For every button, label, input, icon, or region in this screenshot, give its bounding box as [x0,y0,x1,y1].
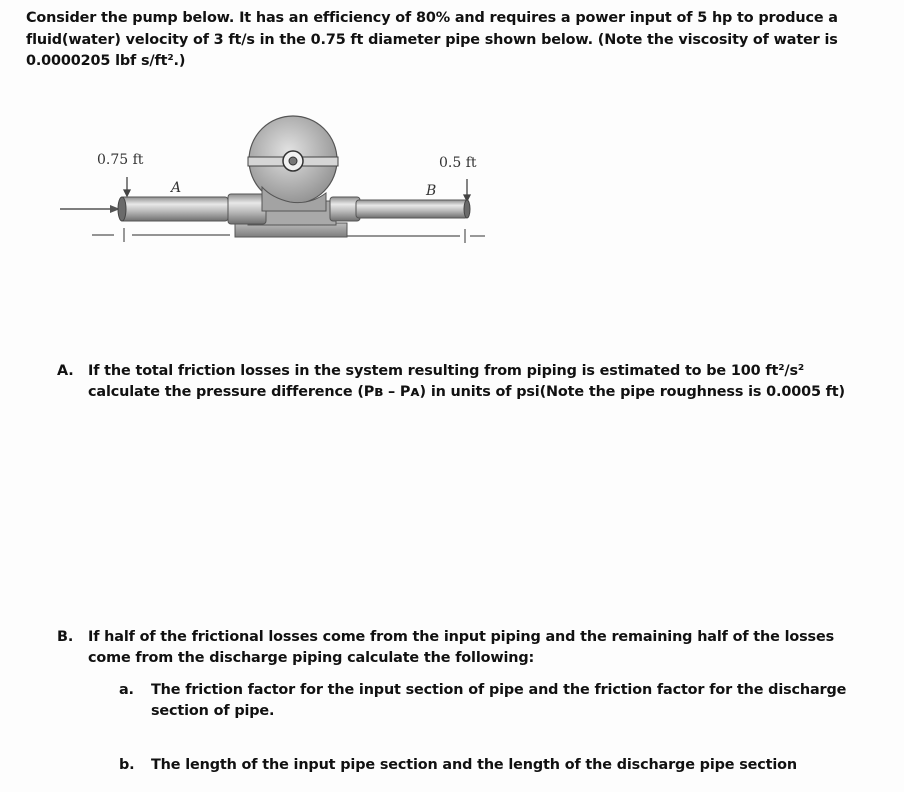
pump-diagram [40,105,500,265]
sub-b-line-1: The length of the input pipe section and the length of the discharge pipe section [151,757,797,773]
intro-line-1: Consider the pump below. It has an efficiency of 80% and requires a power input of 5 hp to produce a [26,10,838,26]
point-b-label: B [426,183,437,199]
sub-a-line-1: The friction factor for the input section of pipe and the friction factor for the discharge [151,682,847,698]
flow-direction-arrow-icon [60,205,120,213]
question-a-line-1: If the total friction losses in the system resulting from piping is estimated to be 100 ft²/s² [88,363,805,379]
question-a-line-2: calculate the pressure difference (Pʙ – Pᴀ) in units of psi(Note the pipe roughness is 0.0005 ft) [88,384,845,400]
sub-a-line-2: section of pipe. [151,703,275,719]
intro-line-2: fluid(water) velocity of 3 ft/s in the 0.75 ft diameter pipe shown below. (Note the viscosity of water is [26,31,838,48]
pump-figure [40,105,500,265]
question-b-line-2: come from the discharge piping calculate the following: [88,650,535,666]
outlet-diameter-label: 0.5 ft [439,155,477,171]
question-b-line-1: If half of the frictional losses come from the input piping and the remaining half of the losses [88,629,834,645]
question-b-marker: B. [57,629,74,645]
outlet-pipe-end [464,200,470,218]
inlet-pipe [120,197,228,221]
problem-intro [26,8,886,73]
intro-line-3: 0.0000205 lbf s/ft².) [26,53,186,69]
inlet-pipe-end [118,197,126,221]
inlet-diameter-label: 0.75 ft [97,152,144,168]
point-a-label: A [171,180,182,196]
impeller-center-icon [289,157,297,165]
sub-b-marker: b. [119,757,135,773]
question-a-marker: A. [57,363,74,379]
inlet-flange [228,194,266,224]
outlet-pipe [356,200,468,218]
sub-a-marker: a. [119,682,134,698]
